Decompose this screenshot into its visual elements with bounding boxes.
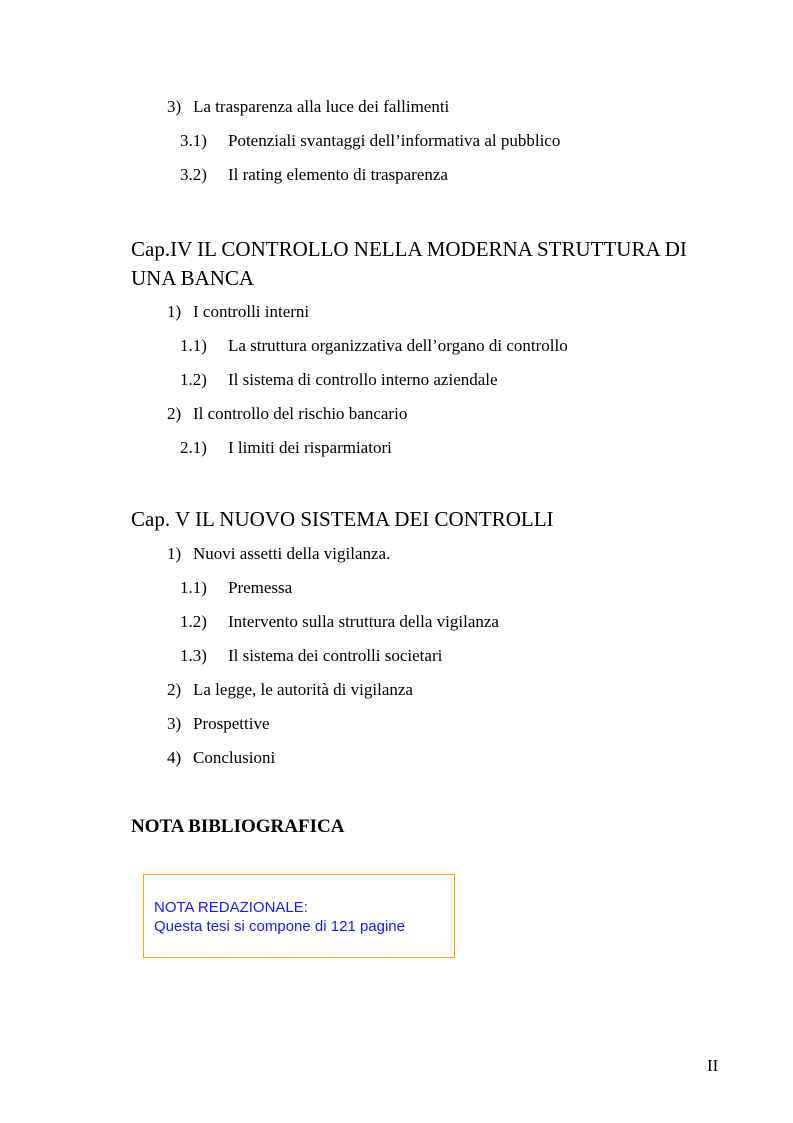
toc-subentry [180, 438, 392, 458]
toc-subentry-title: Il sistema di controllo interno aziendale [228, 370, 498, 389]
chapter-heading-line: Cap. V IL NUOVO SISTEMA DEI CONTROLLI [131, 507, 554, 531]
toc-subentry [180, 336, 568, 356]
note-text: Questa tesi si compone di 121 pagine [154, 918, 405, 935]
chapter-heading-line: UNA BANCA [131, 266, 255, 290]
toc-subentry-title: La struttura organizzativa dell’organo di controllo [228, 336, 568, 355]
toc-subentry-number: 3.2) [180, 165, 207, 184]
toc-entry-number: 3) [167, 97, 182, 116]
toc-entry-number: 4) [167, 748, 182, 767]
toc-entry-title: Nuovi assetti della vigilanza. [193, 544, 391, 563]
toc-entry [167, 97, 449, 117]
toc-subentry [180, 578, 292, 598]
chapter-heading-line: Cap.IV IL CONTROLLO NELLA MODERNA STRUTTURA DI [131, 237, 687, 261]
toc-subentry-title: Premessa [228, 578, 293, 597]
toc-subentry-number: 1.3) [180, 646, 207, 665]
toc-entry-title: Prospettive [193, 714, 270, 733]
toc-subentry-title: Il sistema dei controlli societari [228, 646, 443, 665]
toc-entry [167, 680, 413, 700]
toc-subentry-number: 3.1) [180, 131, 207, 150]
toc-entry-title: La legge, le autorità di vigilanza [193, 680, 413, 699]
page-number: II [707, 1056, 719, 1075]
bibliography-heading: NOTA BIBLIOGRAFICA [131, 816, 345, 837]
toc-subentry-number: 1.2) [180, 612, 207, 631]
toc-subentry-title: Potenziali svantaggi dell’informativa al pubblico [228, 131, 561, 150]
toc-entry-number: 1) [167, 302, 182, 321]
toc-subentry [180, 646, 442, 666]
chapter-heading-v [131, 505, 711, 534]
toc-subentry-title: I limiti dei risparmiatori [228, 438, 392, 457]
toc-entry-title: Conclusioni [193, 748, 276, 767]
toc-subentry-number: 1.1) [180, 336, 207, 355]
toc-entry-number: 2) [167, 404, 182, 423]
toc-subentry [180, 370, 498, 390]
chapter-heading-iv [131, 235, 711, 293]
toc-entry [167, 404, 407, 424]
toc-entry-title: La trasparenza alla luce dei fallimenti [193, 97, 450, 116]
toc-subentry [180, 612, 499, 632]
toc-subentry-number: 1.2) [180, 370, 207, 389]
toc-entry [167, 748, 275, 768]
toc-subentry [180, 165, 448, 185]
toc-entry-title: I controlli interni [193, 302, 310, 321]
toc-entry-number: 2) [167, 680, 182, 699]
toc-subentry [180, 131, 560, 151]
toc-entry-number: 3) [167, 714, 182, 733]
toc-entry-number: 1) [167, 544, 182, 563]
toc-entry [167, 544, 390, 564]
toc-entry [167, 302, 309, 322]
editorial-note-box [143, 874, 455, 958]
toc-entry-title: Il controllo del rischio bancario [193, 404, 408, 423]
note-title: NOTA REDAZIONALE: [154, 899, 308, 916]
toc-entry [167, 714, 270, 734]
toc-subentry-title: Intervento sulla struttura della vigilanza [228, 612, 499, 631]
toc-subentry-number: 1.1) [180, 578, 207, 597]
toc-subentry-number: 2.1) [180, 438, 207, 457]
toc-subentry-title: Il rating elemento di trasparenza [228, 165, 448, 184]
